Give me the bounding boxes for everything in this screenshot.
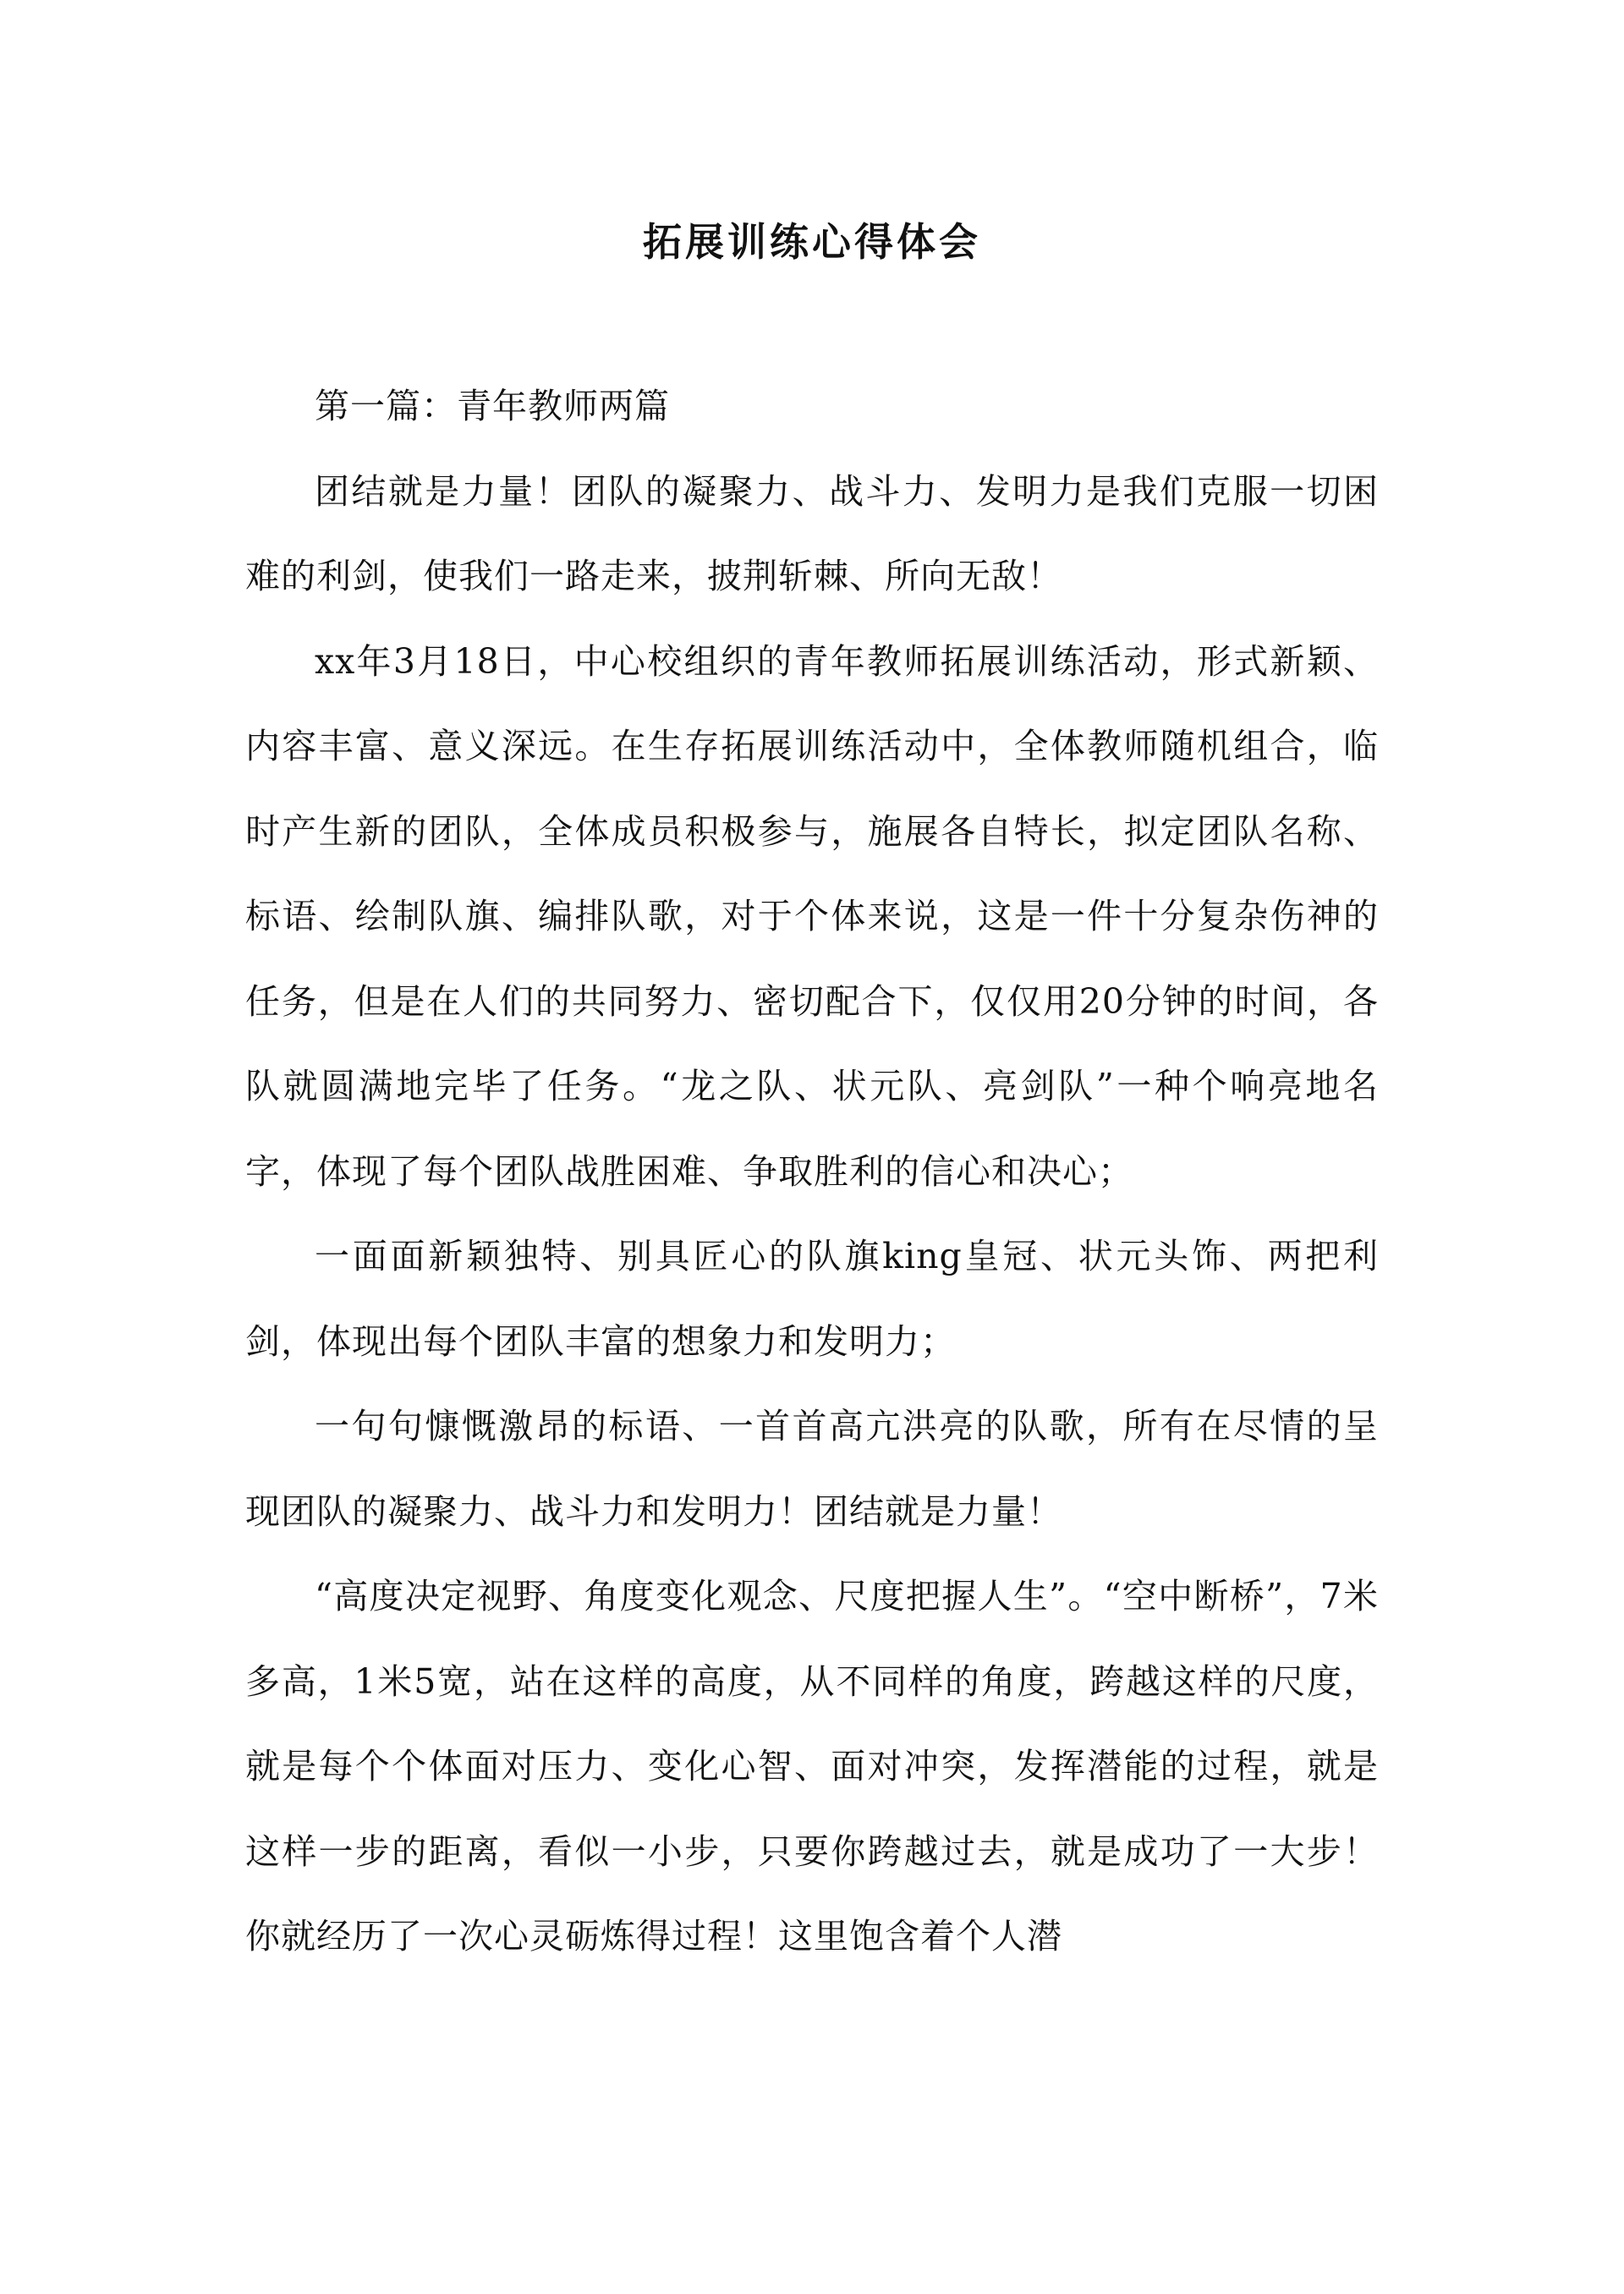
paragraph: 一句句慷慨激昂的标语、一首首高亢洪亮的队歌，所有在尽情的呈现团队的凝聚力、战斗力和发明力！团结就是力量！ bbox=[245, 1406, 1379, 1532]
paragraph: “高度决定视野、角度变化观念、尺度把握人生”。“空中断桥”，7米多高，1米5宽，站在这样的高度，从不同样的角度，跨越这样的尺度，就是每个个体面对压力、变化心智、面对冲突，发挥潜能的过程，就是这样一步的距离，看似一小步，只要你跨越过去，就是成功了一大步！你就经历了一次心灵砺炼得过程！这里饱含着个人潜 bbox=[245, 1576, 1379, 1956]
section-heading: 第一篇：青年教师两篇 bbox=[315, 386, 670, 426]
document-body bbox=[245, 364, 1379, 1979]
paragraph: xx年3月18日，中心校组织的青年教师拓展训练活动，形式新颖、内容丰富、意义深远。在生存拓展训练活动中，全体教师随机组合，临时产生新的团队，全体成员积极参与，施展各自特长，拟定团队名称、标语、绘制队旗、编排队歌，对于个体来说，这是一件十分复杂伤神的任务，但是在人们的共同努力、密切配合下，仅仅用20分钟的时间，各队就圆满地完毕了任务。“龙之队、状元队、亮剑队”一种个响亮地名字，体现了每个团队战胜困难、争取胜利的信心和决心； bbox=[245, 640, 1379, 1192]
paragraph: 团结就是力量！团队的凝聚力、战斗力、发明力是我们克服一切困难的利剑，使我们一路走来，披荆斩棘、所向无敌！ bbox=[245, 470, 1379, 596]
paragraph: 一面面新颖独特、别具匠心的队旗king皇冠、状元头饰、两把利剑，体现出每个团队丰富的想象力和发明力； bbox=[245, 1236, 1379, 1362]
document-title: 拓展训练心得体会 bbox=[643, 219, 981, 265]
